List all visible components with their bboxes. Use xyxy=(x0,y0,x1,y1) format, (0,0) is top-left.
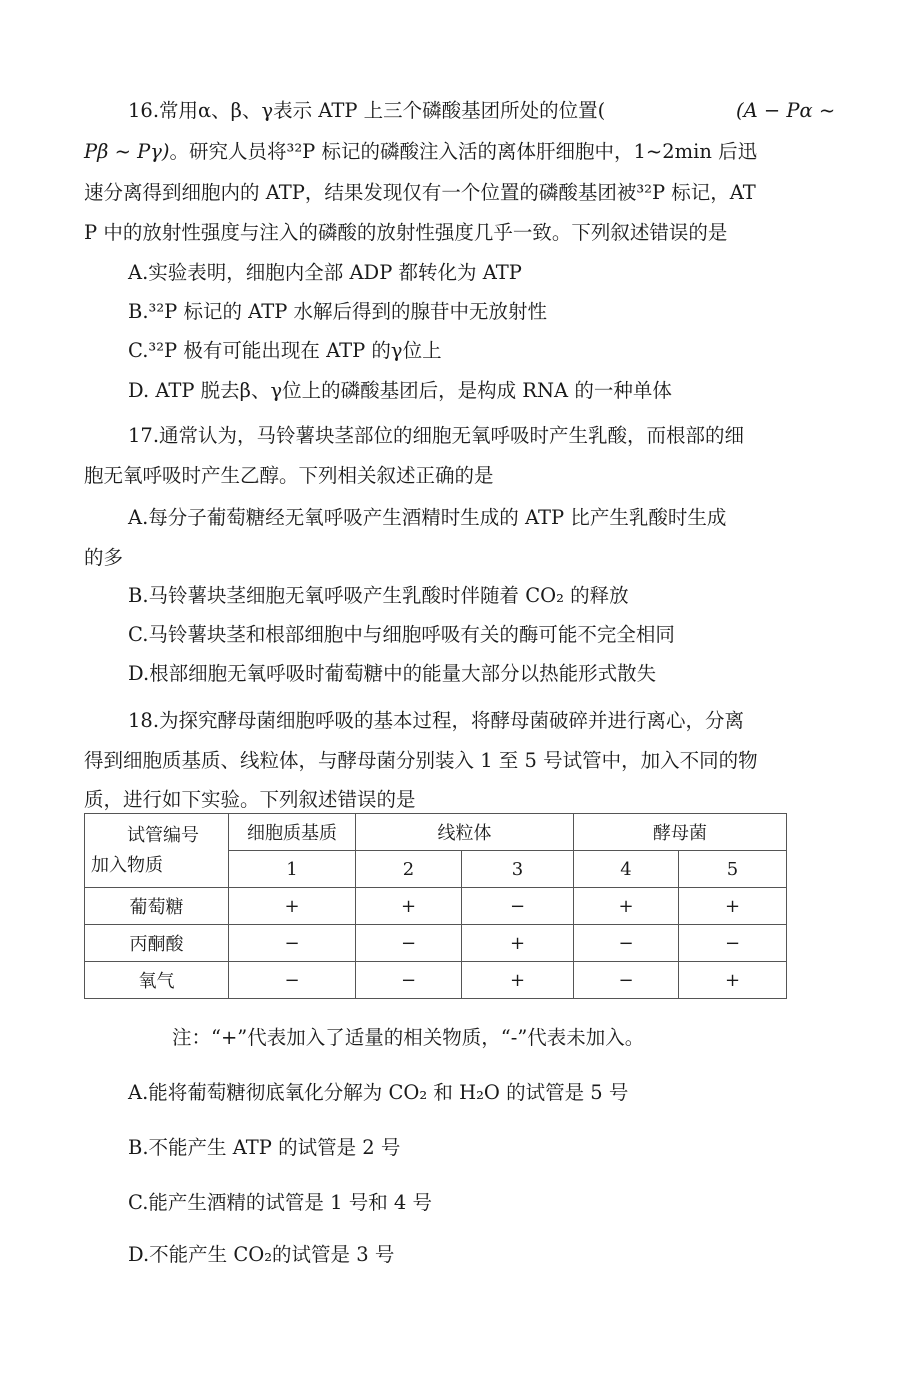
group-header-mitochondria: 线粒体 xyxy=(356,814,574,851)
table-cell: − xyxy=(229,925,356,962)
table-note: 注：“+”代表加入了适量的相关物质，“-”代表未加入。 xyxy=(172,1026,645,1049)
table-cell: − xyxy=(462,888,574,925)
table-cell: + xyxy=(356,888,462,925)
table-row xyxy=(85,888,787,925)
q17-option-c: C.马铃薯块茎和根部细胞中与细胞呼吸有关的酶可能不完全相同 xyxy=(128,623,675,646)
q17-option-b: B.马铃薯块茎细胞无氧呼吸产生乳酸时伴随着 CO₂ 的释放 xyxy=(128,584,629,607)
q17-option-a-line-1: A.每分子葡萄糖经无氧呼吸产生酒精时生成的 ATP 比产生乳酸时生成 xyxy=(128,506,727,529)
row-label-oxygen: 氧气 xyxy=(85,962,229,999)
q16-option-a: A.实验表明，细胞内全部 ADP 都转化为 ATP xyxy=(128,261,522,284)
table-cell: − xyxy=(356,962,462,999)
table-cell: − xyxy=(356,925,462,962)
group-header-yeast: 酵母菌 xyxy=(574,814,787,851)
experiment-table xyxy=(84,813,787,999)
tube-number: 3 xyxy=(462,851,574,888)
table-cell: − xyxy=(679,925,787,962)
q16-option-d: D. ATP 脱去β、γ位上的磷酸基团后，是构成 RNA 的一种单体 xyxy=(128,379,672,402)
table-cell: − xyxy=(574,925,679,962)
row-label-glucose: 葡萄糖 xyxy=(85,888,229,925)
q16-line-2-text: 。研究人员将³²P 标记的磷酸注入活的离体肝细胞中，1~2min 后迅 xyxy=(169,140,758,163)
q16-line-3: 速分离得到细胞内的 ATP，结果发现仅有一个位置的磷酸基团被³²P 标记，AT xyxy=(84,181,756,204)
q18-line-2: 得到细胞质基质、线粒体，与酵母菌分别装入 1 至 5 号试管中，加入不同的物 xyxy=(84,749,758,772)
table-cell: + xyxy=(679,888,787,925)
table-corner-header xyxy=(85,814,229,888)
table-row xyxy=(85,962,787,999)
table-cell: + xyxy=(462,962,574,999)
table-cell: − xyxy=(574,962,679,999)
q16-line-2 xyxy=(84,142,757,162)
table-corner-substance-label: 加入物质 xyxy=(91,854,163,876)
q18-option-c: C.能产生酒精的试管是 1 号和 4 号 xyxy=(128,1191,433,1214)
q17-line-1: 17.通常认为，马铃薯块茎部位的细胞无氧呼吸时产生乳酸，而根部的细 xyxy=(128,424,745,447)
row-label-pyruvate: 丙酮酸 xyxy=(85,925,229,962)
tube-number: 2 xyxy=(356,851,462,888)
table-corner-tube-label: 试管编号 xyxy=(127,824,199,846)
q16-option-c: C.³²P 极有可能出现在 ATP 的γ位上 xyxy=(128,339,442,362)
q16-line-1-text: 16.常用α、β、γ表示 ATP 上三个磷酸基团所处的位置( xyxy=(128,99,606,122)
q18-option-d: D.不能产生 CO₂的试管是 3 号 xyxy=(128,1243,395,1266)
q18-option-a: A.能将葡萄糖彻底氧化分解为 CO₂ 和 H₂O 的试管是 5 号 xyxy=(128,1081,629,1104)
q16-option-b: B.³²P 标记的 ATP 水解后得到的腺苷中无放射性 xyxy=(128,300,548,323)
table-cell: − xyxy=(229,962,356,999)
q17-option-a-line-2: 的多 xyxy=(84,546,124,569)
group-header-cytosol: 细胞质基质 xyxy=(229,814,356,851)
q16-formula-part-2: Pβ ~ Pγ) xyxy=(84,140,170,163)
table-cell: + xyxy=(679,962,787,999)
q16-line-1 xyxy=(128,101,605,121)
tube-number: 4 xyxy=(574,851,679,888)
q18-option-b: B.不能产生 ATP 的试管是 2 号 xyxy=(128,1136,401,1159)
table-cell: + xyxy=(462,925,574,962)
q18-line-1: 18.为探究酵母菌细胞呼吸的基本过程，将酵母菌破碎并进行离心，分离 xyxy=(128,709,745,732)
q17-option-d: D.根部细胞无氧呼吸时葡萄糖中的能量大部分以热能形式散失 xyxy=(128,662,657,685)
table-cell: + xyxy=(574,888,679,925)
q18-line-3: 质，进行如下实验。下列叙述错误的是 xyxy=(84,788,416,811)
q16-line-4: P 中的放射性强度与注入的磷酸的放射性强度几乎一致。下列叙述错误的是 xyxy=(84,221,728,244)
q17-line-2: 胞无氧呼吸时产生乙醇。下列相关叙述正确的是 xyxy=(84,464,494,487)
tube-number: 5 xyxy=(679,851,787,888)
table-cell: + xyxy=(229,888,356,925)
q16-formula-part-1: (A − Pα ~ xyxy=(736,99,836,122)
table-row xyxy=(85,925,787,962)
tube-number: 1 xyxy=(229,851,356,888)
